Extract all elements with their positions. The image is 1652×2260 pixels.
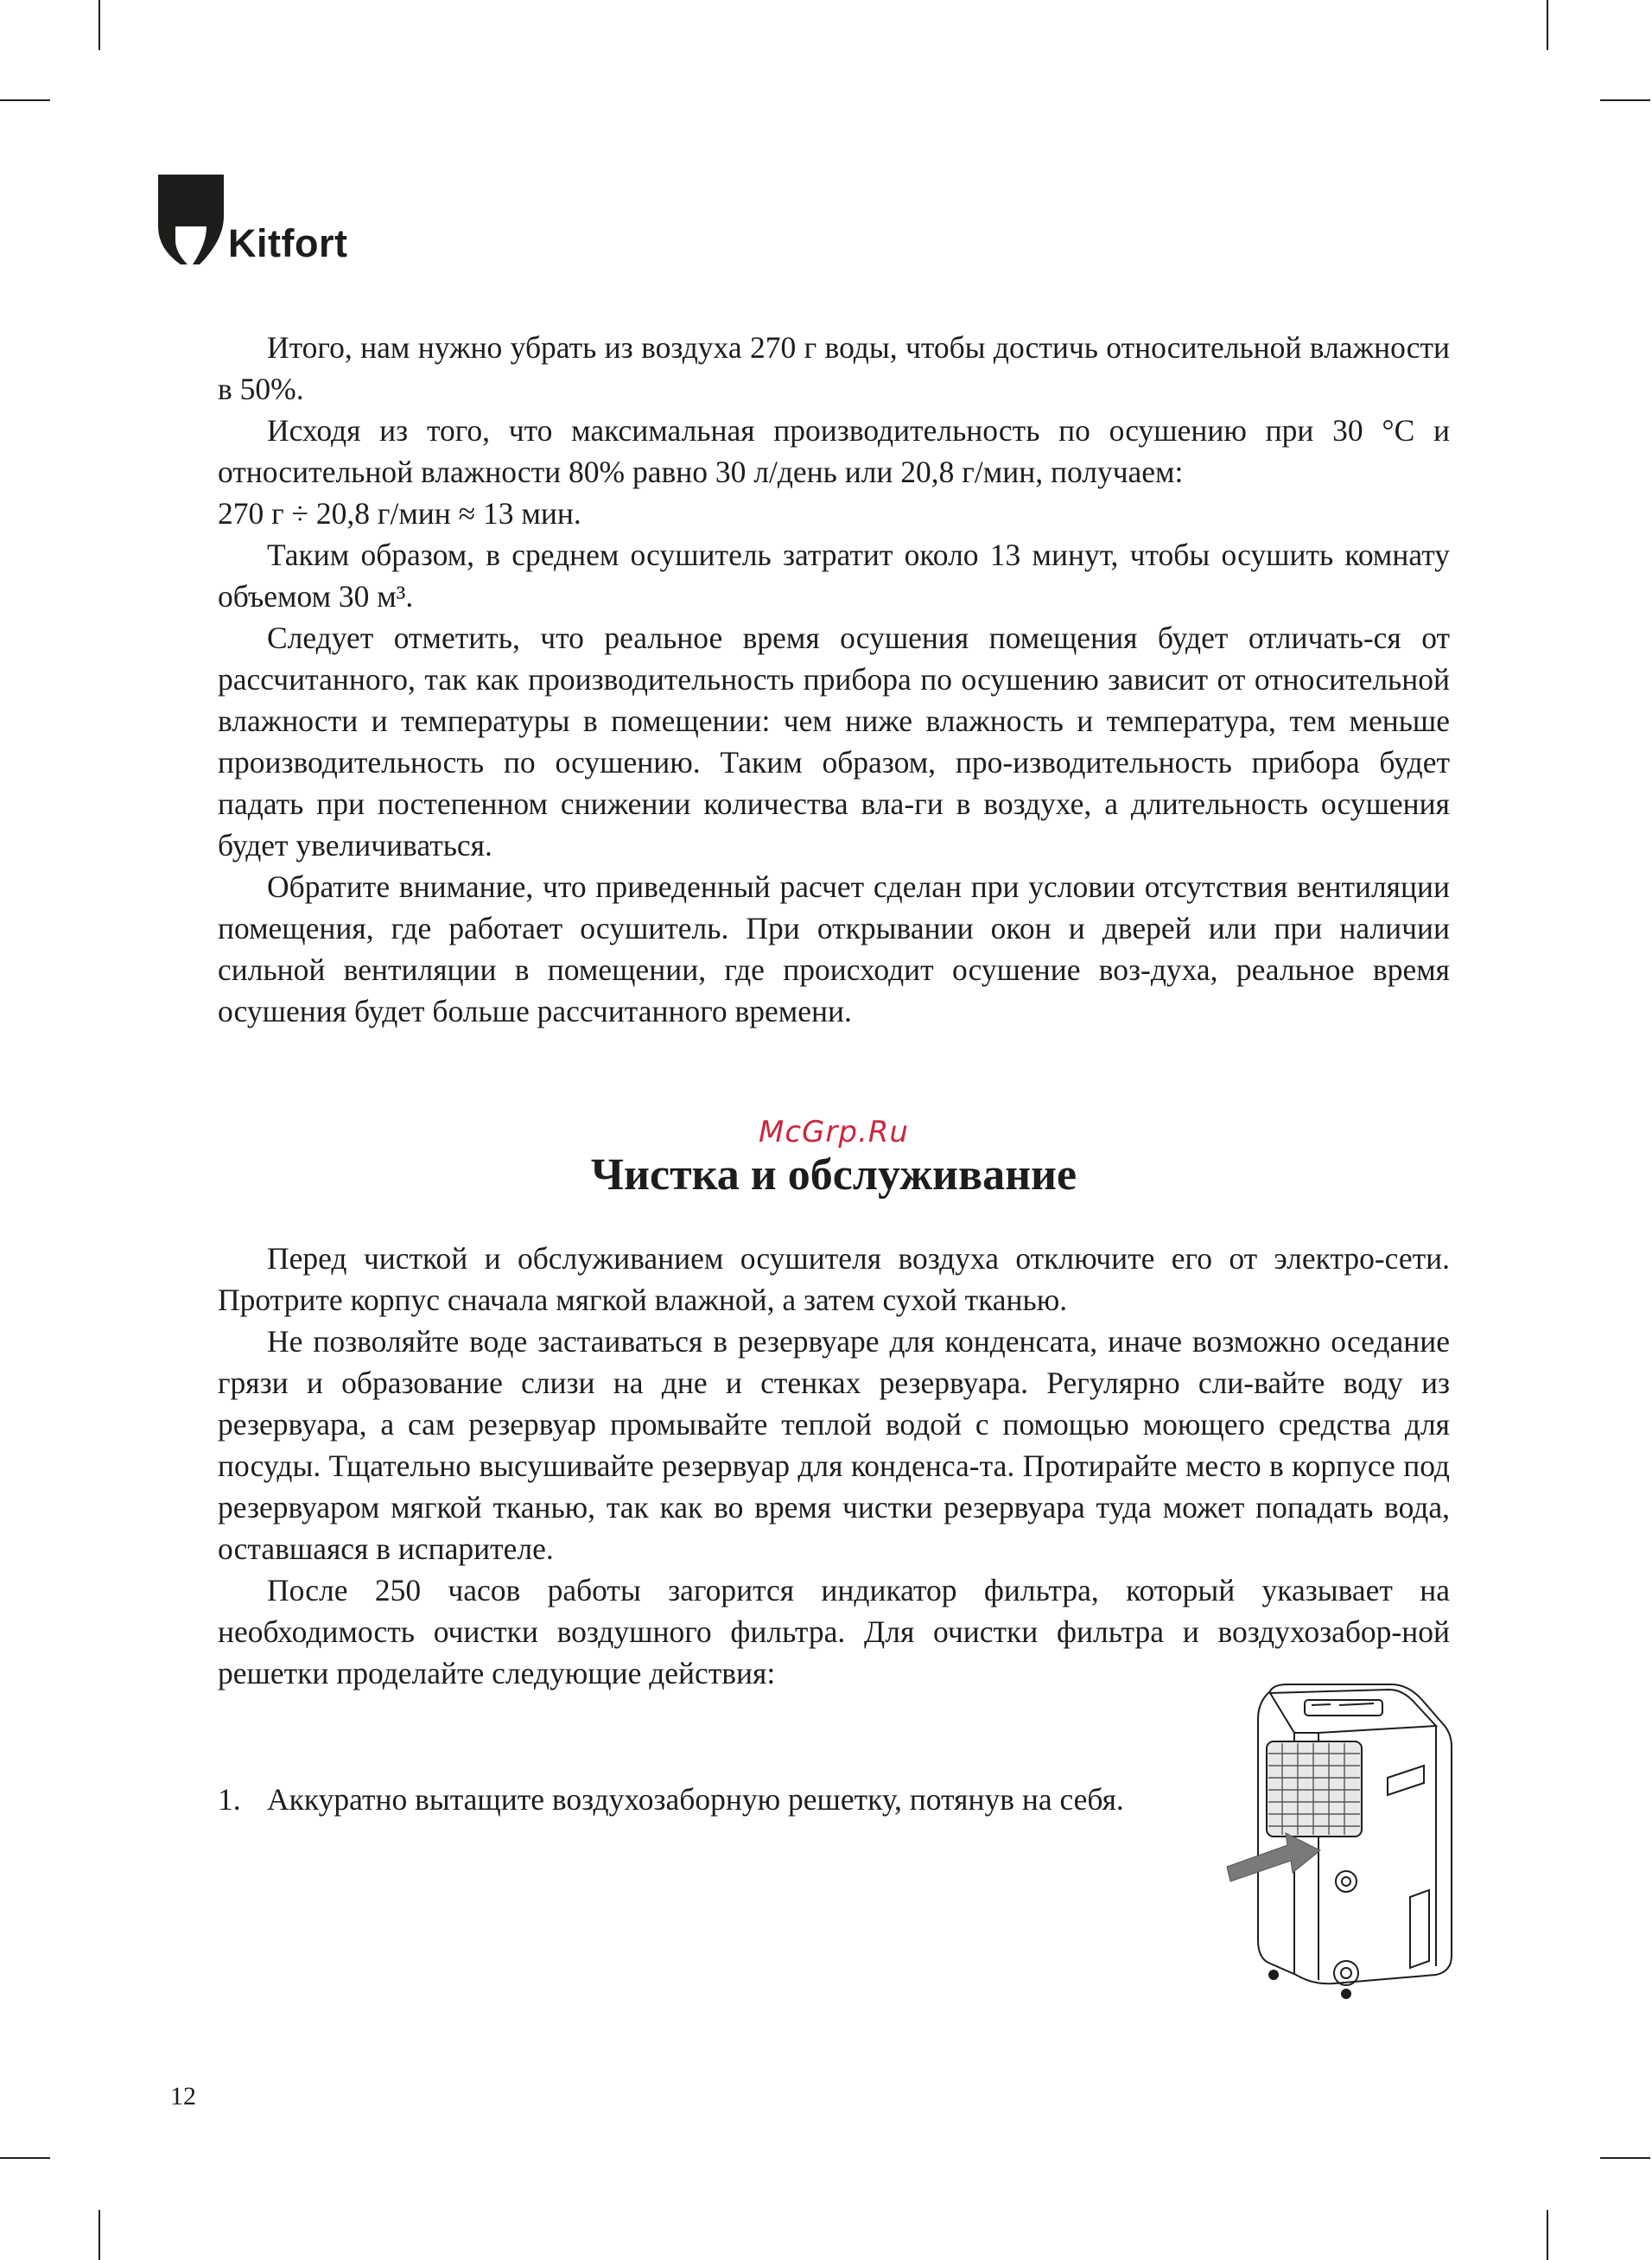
paragraph: Не позволяйте воде застаиваться в резервуаре для конденсата, иначе возможно оседание грязи и образование слизи на дне и стенках резервуара. Регулярно сли-вайте воду из резервуара, а сам резервуар промывайте теплой водой с помощью моющего средства для посуды. Тщательно высушивайте резервуар для конденса-та. Протирайте место в корпусе под резервуаром мягкой тканью, так как во время чистки резервуара туда может попадать вода, оставшаяся в испарителе. [218, 1324, 1450, 1566]
brand-logo [158, 175, 347, 264]
section-title: Чистка и обслуживание [590, 1150, 1077, 1200]
crop-mark [1547, 0, 1548, 50]
formula: 270 г ÷ 20,8 г/мин ≈ 13 мин. [218, 496, 581, 531]
crop-mark [98, 2210, 100, 2260]
crop-mark [98, 0, 100, 50]
dehumidifier-illustration [1218, 1681, 1460, 2009]
paragraph: Исходя из того, что максимальная производительность по осушению при 30 °С и относительной влажности 80% равно 30 л/день или 20,8 г/мин, получаем: [218, 413, 1450, 489]
kitfort-logo-icon [158, 175, 224, 264]
paragraph: Итого, нам нужно убрать из воздуха 270 г воды, чтобы достичь относительной влажности в 50%. [218, 330, 1450, 406]
page-number: 12 [170, 2082, 196, 2110]
watermark: McGrp.Ru [759, 1115, 909, 1149]
crop-mark [1547, 2210, 1548, 2260]
crop-mark [1600, 2157, 1650, 2159]
crop-mark [1600, 99, 1650, 101]
section-body [218, 1238, 1450, 1694]
step-text: Аккуратно вытащите воздухозаборную решетку, потянув на себя. [267, 1782, 1124, 1817]
paragraph: Следует отметить, что реальное время осушения помещения будет отличать-ся от рассчитанного, так как производительность прибора по осушению зависит от относительной влажности и температуры в помещении: чем ниже влажность и температура, тем меньше производительность по осушению. Таким образом, про-изводительность прибора будет падать при постепенном снижении количества вла-ги в воздухе, а длительность осушения будет увеличиваться. [218, 621, 1450, 863]
paragraph: Обратите внимание, что приведенный расчет сделан при условии отсутствия вентиляции помещения, где работает осушитель. При открывании окон и дверей или при наличии сильной вентиляции в помещении, где происходит осушение воз-духа, реальное время осушения будет больше рассчитанного времени. [218, 869, 1450, 1028]
list-item [218, 1779, 1168, 1820]
page-content [218, 327, 1450, 1694]
step-number: 1. [218, 1782, 241, 1817]
paragraph: Таким образом, в среднем осушитель затратит около 13 минут, чтобы осушить комнату объемом 30 м³. [218, 538, 1450, 614]
paragraph: После 250 часов работы загорится индикатор фильтра, который указывает на необходимость очистки воздушного фильтра. Для очистки фильтра и воздухозабор-ной решетки проделайте следующие действия: [218, 1573, 1450, 1690]
crop-mark [0, 2157, 50, 2159]
brand-name: Kitfort [228, 221, 348, 265]
paragraph: Перед чисткой и обслуживанием осушителя воздуха отключите его от электро-сети. Протрите корпус сначала мягкой влажной, а затем сухой тканью. [218, 1241, 1450, 1317]
crop-mark [0, 99, 50, 101]
